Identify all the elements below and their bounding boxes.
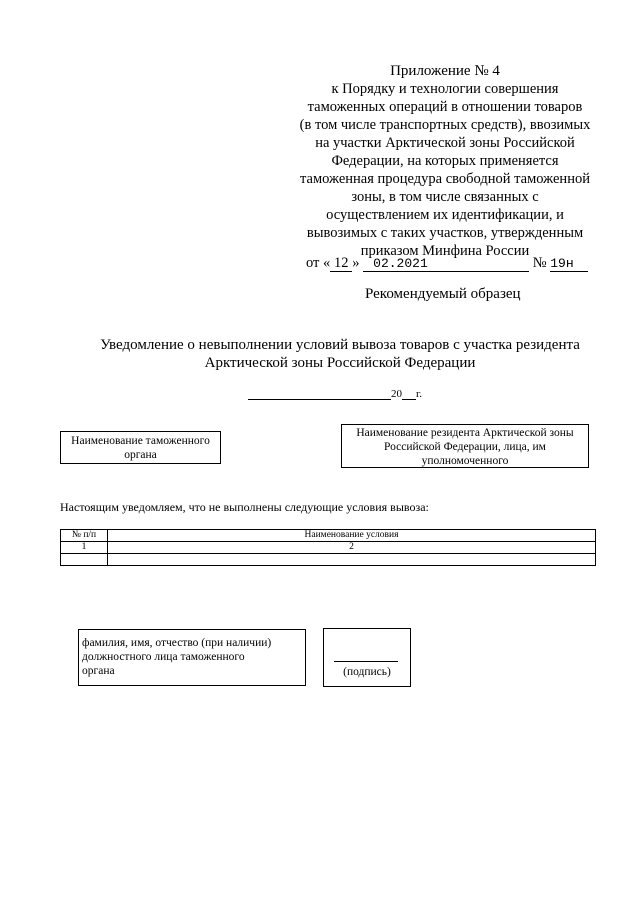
table-numbers-row xyxy=(61,542,596,554)
order-date-line xyxy=(306,255,606,272)
document-title xyxy=(60,336,620,372)
resident-box-line: уполномоченного xyxy=(421,455,509,467)
appendix-line: приказом Минфина России xyxy=(360,243,530,259)
appendix-line: вывозимых с таких участков, утвержденным xyxy=(306,225,584,241)
official-name-box[interactable] xyxy=(78,629,306,686)
column-number-2: 2 xyxy=(108,542,596,554)
signature-caption: (подпись) xyxy=(343,666,391,678)
appendix-line: осуществлением их идентификации, и xyxy=(326,207,564,223)
customs-box-line: Наименование таможенного xyxy=(71,435,210,447)
table-header-row xyxy=(61,530,596,542)
header-condition: Наименование условия xyxy=(108,530,596,542)
appendix-line: Федерации, на которых применяется xyxy=(331,153,559,169)
date-line xyxy=(248,388,422,400)
appendix-line: к Порядку и технологии совершения xyxy=(331,81,559,97)
order-day: 12 xyxy=(330,256,352,272)
official-box-line: должностного лица таможенного xyxy=(82,651,245,663)
official-box-line: органа xyxy=(82,665,115,677)
year-suffix: г. xyxy=(416,388,423,400)
customs-box-line: органа xyxy=(124,449,157,461)
signature-box[interactable] xyxy=(323,628,411,687)
appendix-line: таможенная процедура свободной таможенной xyxy=(300,171,590,187)
recommended-sample-label: Рекомендуемый образец xyxy=(365,286,521,302)
document-title-line: Арктической зоны Российской Федерации xyxy=(204,355,476,371)
table-cell[interactable] xyxy=(108,554,596,566)
notice-text: Настоящим уведомляем, что не выполнены следующие условия вывоза: xyxy=(60,500,429,514)
appendix-line: (в том числе транспортных средств), ввозимых xyxy=(299,117,591,133)
order-prefix: от « xyxy=(306,255,331,271)
table-cell[interactable] xyxy=(61,554,108,566)
resident-box[interactable] xyxy=(341,424,589,468)
order-date: 02.2021 xyxy=(363,256,529,272)
appendix-block xyxy=(280,62,610,260)
header-number: № п/п xyxy=(61,530,108,542)
signature-line xyxy=(334,661,398,662)
document-title-line: Уведомление о невыполнении условий вывоза товаров с участка резидента xyxy=(100,337,580,353)
table-row[interactable] xyxy=(61,554,596,566)
appendix-line: таможенных операций в отношении товаров xyxy=(307,99,583,115)
date-blank[interactable] xyxy=(248,388,391,400)
year-blank[interactable] xyxy=(402,388,416,400)
column-number-1: 1 xyxy=(61,542,108,554)
conditions-table xyxy=(60,529,596,566)
official-box-line: фамилия, имя, отчество (при наличии) xyxy=(82,637,272,649)
year-prefix: 20 xyxy=(391,388,402,400)
customs-authority-box[interactable] xyxy=(60,431,221,464)
appendix-line: на участки Арктической зоны Российской xyxy=(315,135,575,151)
order-close-quote: » xyxy=(352,255,360,271)
order-number: 19н xyxy=(550,256,588,272)
resident-box-line: Российской Федерации, лица, им xyxy=(384,441,546,453)
order-number-label: № xyxy=(532,255,547,271)
appendix-line: зоны, в том числе связанных с xyxy=(351,189,539,205)
resident-box-line: Наименование резидента Арктической зоны xyxy=(356,427,574,439)
appendix-title: Приложение № 4 xyxy=(390,63,500,79)
